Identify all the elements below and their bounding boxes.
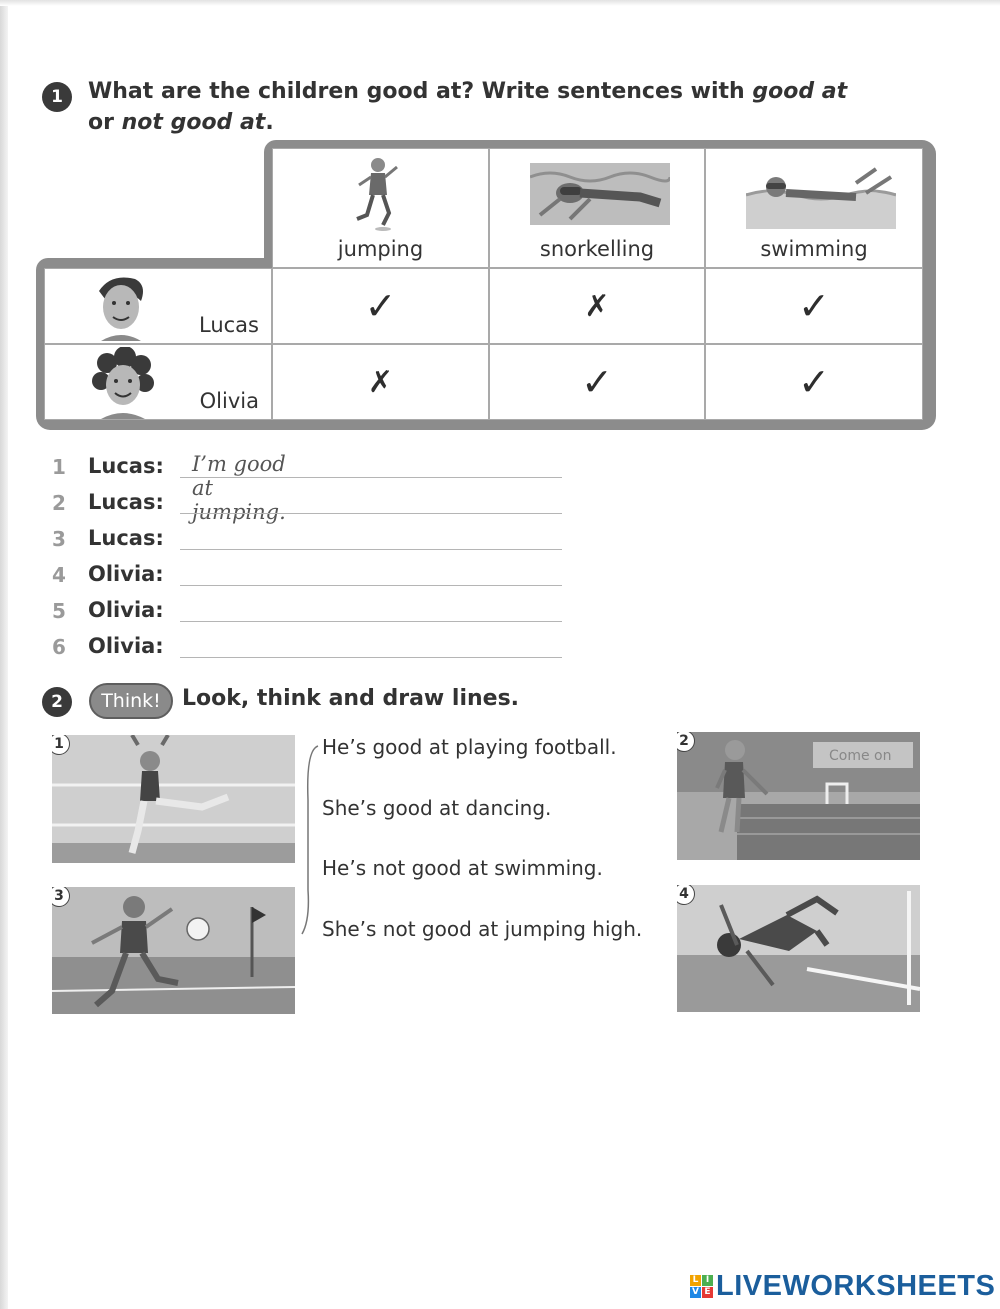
- answer-line[interactable]: [180, 621, 562, 622]
- cell-lucas-swimming: [705, 268, 923, 344]
- snorkelling-boy-image: [530, 163, 670, 235]
- skills-table: [36, 140, 936, 430]
- photo-4-high-jump: [677, 885, 920, 1012]
- header-cell-snorkelling: [489, 148, 705, 268]
- child-name-olivia: Olivia: [199, 389, 259, 413]
- answer-line[interactable]: [180, 585, 562, 586]
- photo-number: 2: [677, 732, 695, 752]
- exercise-1-title: [88, 76, 848, 138]
- cell-olivia-snorkelling: [489, 344, 705, 420]
- child-name-lucas: Lucas: [199, 313, 259, 337]
- exercise-2-title: Look, think and draw lines.: [182, 686, 520, 711]
- olivia-avatar: [89, 347, 155, 419]
- logo-letter-i: I: [702, 1275, 713, 1286]
- activity-label-snorkelling: snorkelling: [539, 237, 655, 261]
- liveworksheets-logo[interactable]: [690, 1268, 995, 1304]
- tick-icon: ✓: [798, 284, 830, 328]
- sentence-name: Lucas:: [88, 526, 164, 550]
- swimming-boy-image: [746, 163, 896, 233]
- tick-icon: ✓: [798, 360, 830, 404]
- match-sentence-2[interactable]: She’s good at dancing.: [322, 796, 552, 820]
- matching-bracket: [298, 740, 322, 940]
- activity-label-jumping: jumping: [337, 237, 424, 261]
- football-boy-image: [52, 887, 295, 1014]
- sentence-number: 1: [52, 455, 66, 479]
- answer-line[interactable]: [180, 513, 562, 514]
- cell-lucas-jumping: [272, 268, 489, 344]
- exercise-2-number: 2: [42, 687, 72, 717]
- sentence-example-answer: I’m good at jumping.: [192, 452, 286, 524]
- photo-3-football: [52, 887, 295, 1014]
- tick-icon: ✓: [364, 284, 397, 328]
- match-sentence-3[interactable]: He’s not good at swimming.: [322, 856, 603, 880]
- answer-line[interactable]: [180, 549, 562, 550]
- exercise-1-number: 1: [42, 82, 72, 112]
- sentence-name: Lucas:: [88, 454, 164, 478]
- sentence-name: Olivia:: [88, 562, 164, 586]
- activity-label-swimming: swimming: [760, 237, 868, 261]
- match-sentence-1[interactable]: He’s good at playing football.: [322, 735, 617, 759]
- photo-number: 1: [52, 735, 70, 755]
- sentence-name: Olivia:: [88, 634, 164, 658]
- title-italic-2: not good at: [121, 110, 266, 135]
- child-cell-olivia: [44, 344, 272, 420]
- title-italic-1: good at: [752, 79, 848, 104]
- dancing-girl-image: [52, 735, 295, 863]
- scan-top: [0, 0, 1000, 6]
- sentence-number: 6: [52, 635, 66, 659]
- sentence-name: Olivia:: [88, 598, 164, 622]
- answer-line: [180, 477, 562, 478]
- logo-letter-e: E: [702, 1287, 713, 1298]
- logo-icon: [690, 1275, 713, 1298]
- cell-lucas-snorkelling: [489, 268, 705, 344]
- cross-icon: ✗: [584, 288, 610, 324]
- answer-line[interactable]: [180, 657, 562, 658]
- high-jump-image: [677, 885, 920, 1012]
- title-text-2: or: [88, 110, 122, 135]
- logo-text: LIVEWORKSHEETS: [716, 1269, 996, 1302]
- cell-olivia-swimming: [705, 344, 923, 420]
- cell-olivia-jumping: [272, 344, 489, 420]
- title-text-3: .: [265, 110, 274, 135]
- jumping-girl-image: [343, 155, 413, 233]
- photo-number: 3: [52, 887, 70, 907]
- logo-letter-v: V: [690, 1287, 701, 1298]
- header-cell-swimming: [705, 148, 923, 268]
- photo-2-swimming: [677, 732, 920, 860]
- header-cell-jumping: [272, 148, 489, 268]
- scan-edge: [0, 0, 8, 1309]
- sentence-number: 3: [52, 527, 66, 551]
- sentence-number: 5: [52, 599, 66, 623]
- photo-number: 4: [677, 885, 695, 905]
- sentence-number: 2: [52, 491, 66, 515]
- pool-sign-text: Come on: [829, 748, 892, 764]
- lucas-avatar: [91, 273, 151, 341]
- tick-icon: ✓: [581, 360, 613, 404]
- photo-1-dancing: [52, 735, 295, 863]
- match-sentence-4[interactable]: She’s not good at jumping high.: [322, 917, 643, 941]
- sentence-name: Lucas:: [88, 490, 164, 514]
- title-text-1: What are the children good at? Write sentences with: [88, 79, 753, 104]
- logo-letter-l: L: [690, 1275, 701, 1286]
- cross-icon: ✗: [367, 364, 394, 400]
- child-cell-lucas: [44, 268, 272, 344]
- think-badge: Think!: [89, 683, 173, 719]
- sentence-number: 4: [52, 563, 66, 587]
